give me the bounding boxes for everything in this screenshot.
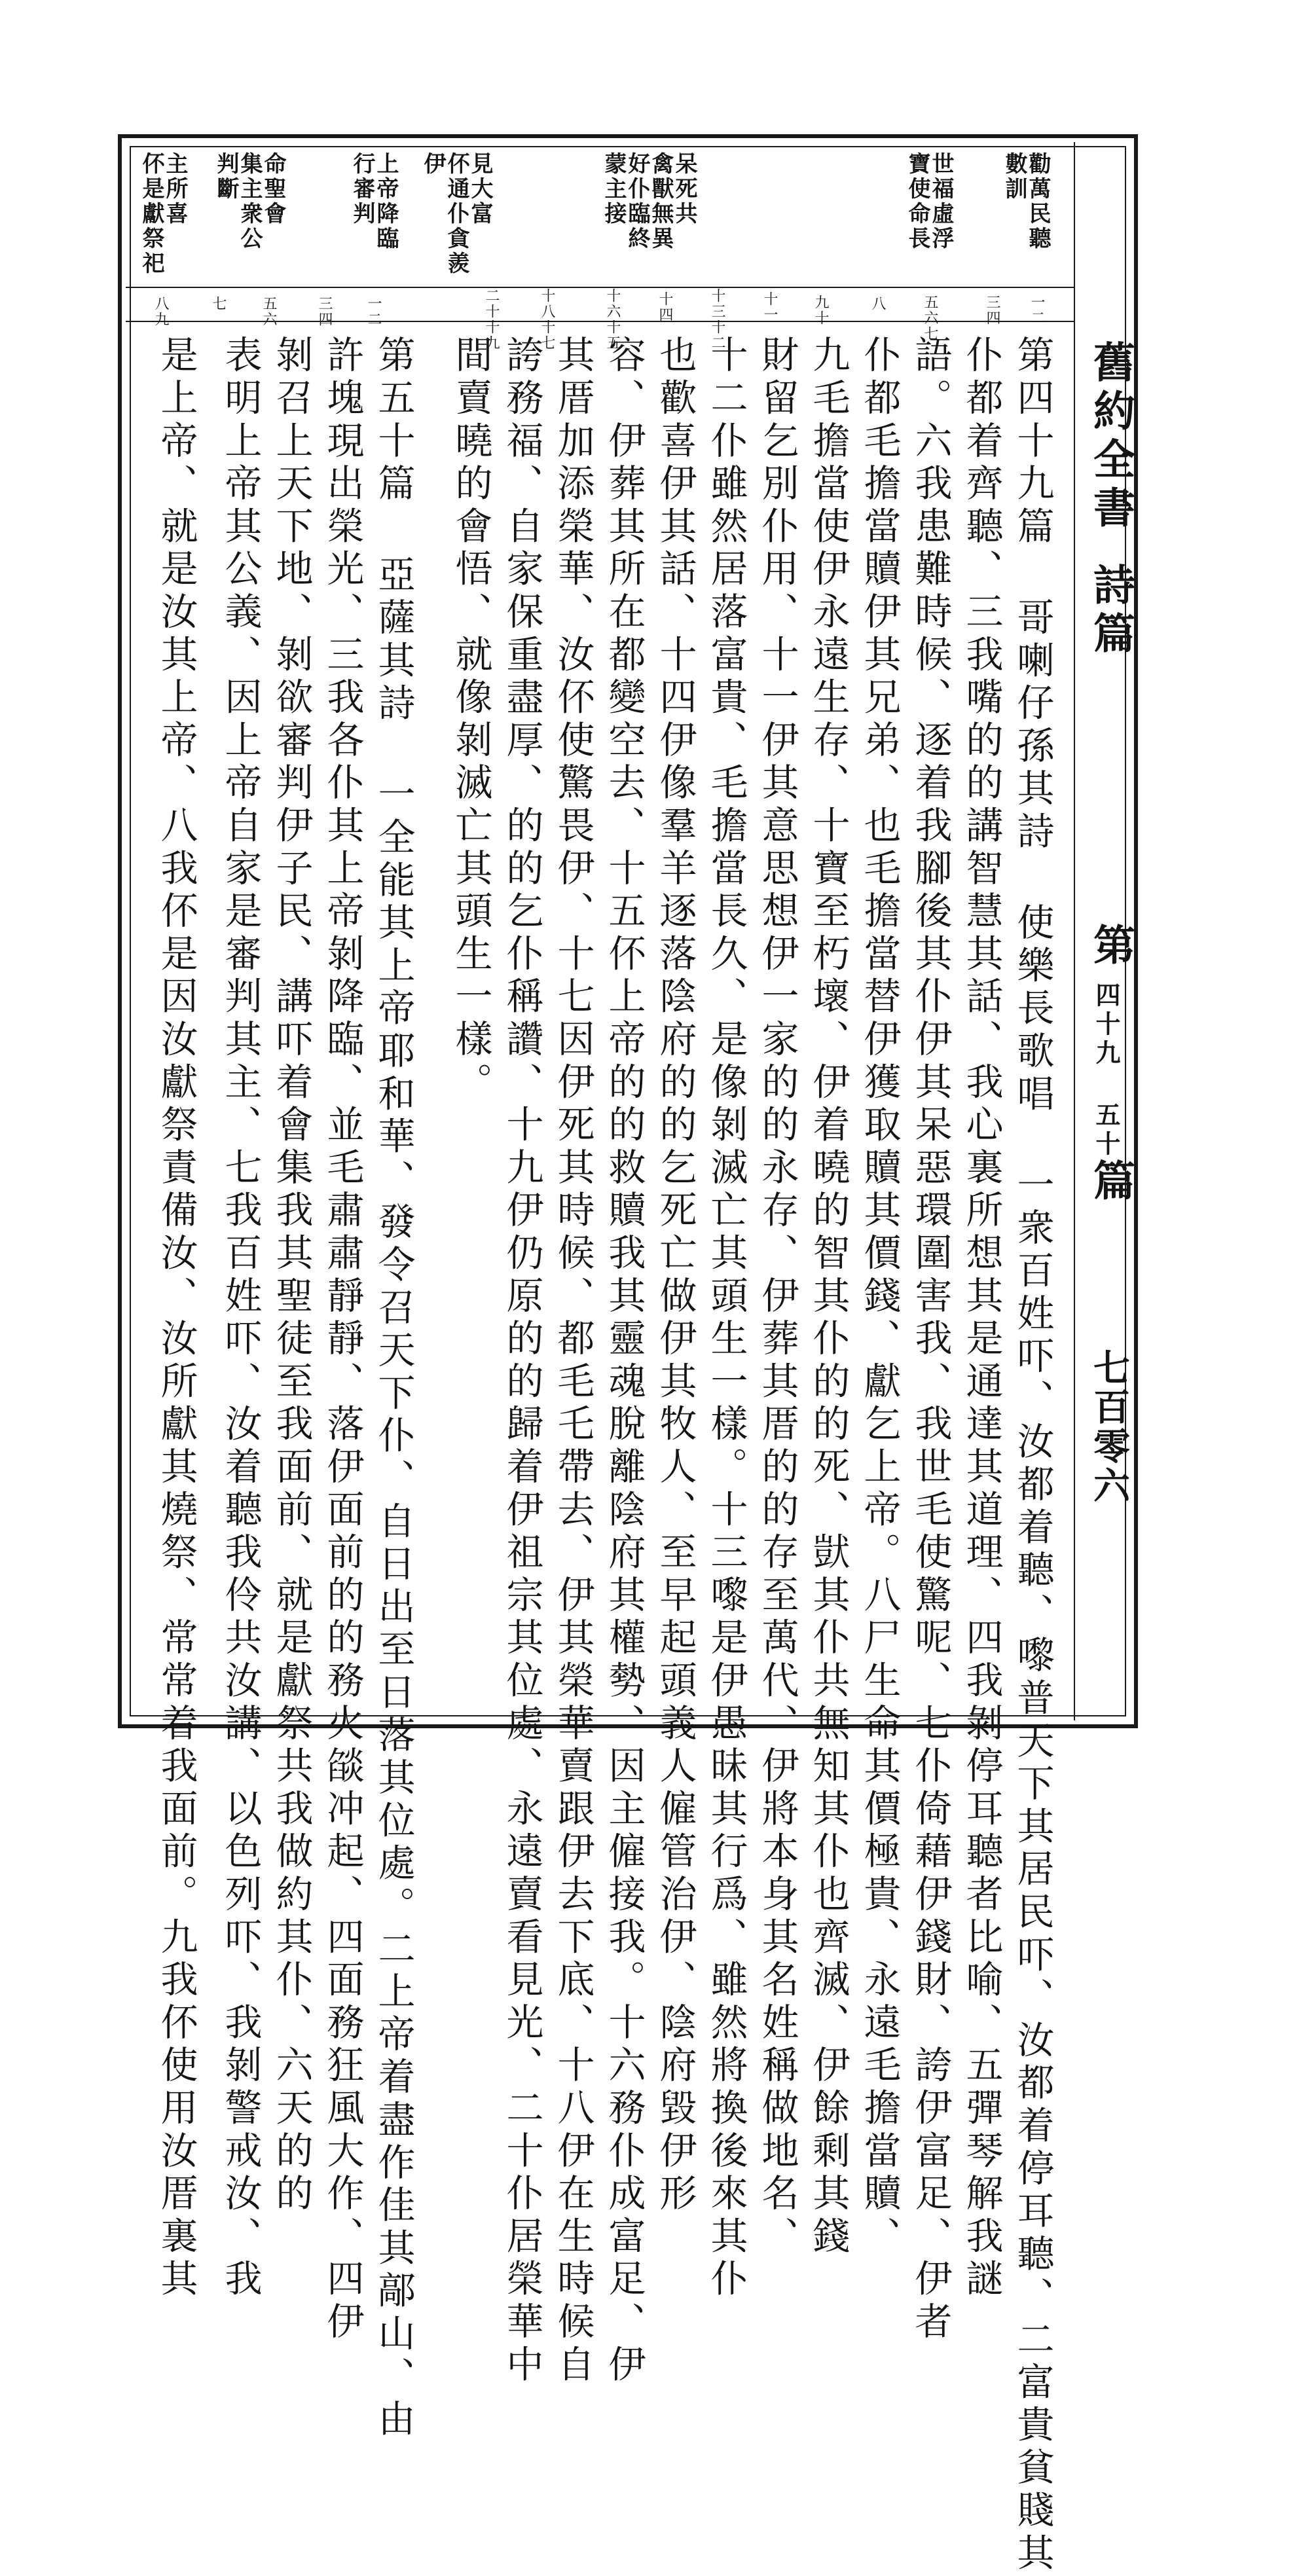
- margin-note: 主所喜: [162, 152, 188, 227]
- verse-number-group: 一二: [1029, 295, 1045, 326]
- margin-divider: [126, 287, 1074, 288]
- text-column: 財留乞別仆用、十一伊其意思想伊一家的的永存、伊葬其厝的的存至萬代、伊將本身其名姓稱做地名、: [756, 335, 799, 2259]
- section-title: 詩篇: [1086, 563, 1135, 660]
- text-column: 第五十篇 亞薩其詩 一全能其上帝耶和華、發令召天下仆、自日出至日落其位處。二上帝着盡作佳其鄗山、由: [372, 335, 415, 2442]
- margin-note: 數訓: [1001, 152, 1027, 202]
- page-number: 七百零六: [1088, 1349, 1131, 1506]
- margin-note: 見大富: [467, 152, 493, 227]
- verse-number-group: 五六七: [922, 295, 938, 342]
- verse-number-group: 三四: [984, 295, 1000, 326]
- verse-number-group: 八: [869, 296, 886, 312]
- text-column: 九毛擔當使伊永遠生存、十寶至朽壞、伊着曉的智其仆的的死、獃其仆共無知其仆也齊滅、伊餘剩其錢: [807, 335, 850, 2259]
- text-column: 也歡喜伊其話、十四伊像羣羊逐落陰府的的乞死亡做伊其牧人、至早起頭義人僱管治伊、陰府毀伊形: [653, 335, 697, 2217]
- text-column: 間賣曉的會悟、就像剝滅亡其頭生一樣。: [449, 335, 492, 1105]
- margin-note: 呆死共: [671, 152, 697, 227]
- verse-number-group: 八九: [153, 296, 169, 327]
- verse-number-group: 十四: [657, 291, 673, 323]
- margin-note: 世福虛浮: [928, 152, 954, 251]
- margin-note: 伊: [420, 152, 446, 177]
- text-column: 許塊現出榮光、三我各仆其上帝剝降臨、並毛肅肅靜靜、落伊面前的的務火燄冲起、四面務狂風大作、四伊: [321, 335, 364, 2345]
- verse-number-group: 三四: [316, 296, 333, 327]
- margin-note: 伓是獻祭祀: [138, 152, 164, 276]
- header-divider: [1074, 142, 1075, 1720]
- margin-note: 伓通仆貪羨: [443, 152, 469, 276]
- verse-number-group: 十三十二: [709, 288, 725, 351]
- verse-number-group: 十一: [761, 291, 778, 323]
- margin-note: 蒙主接: [600, 152, 627, 227]
- text-column: 是上帝、就是汝其上帝、八我伓是因汝獻祭責備汝、汝所獻其燒祭、常常着我面前。九我伓使用汝厝裏其: [155, 335, 198, 2302]
- verse-number-group: 五六: [261, 296, 277, 327]
- verse-number-group: 九十: [813, 295, 829, 326]
- margin-note: 集主衆公: [236, 152, 263, 251]
- text-column: 語。六我患難時候、逐着我腳後其仆伊其呆惡環圍害我、我世毛使驚呢、七仆倚藉伊錢財、誇伊富足、伊者: [909, 335, 952, 2345]
- margin-note: 命聖會: [260, 152, 286, 227]
- text-column: 仆都着齊聽、三我嘴的的講智慧其話、我心裏所想其是通達其道理、四我剝停耳聽者比喻、五彈琴解我謎: [960, 335, 1003, 2302]
- text-column: 十二仆雖然居落富貴、毛擔當長久、是像剝滅亡其頭生一樣。十三嚟是伊愚昧其行爲、雖然將換後來其仆: [704, 335, 748, 2302]
- chapter-label: 第: [1086, 923, 1135, 970]
- text-column: 誇務福、自家保重盡厚、的的乞仆稱讚、十九伊仍原的的歸着伊祖宗其位處、永遠賣看見光、二十仆居榮華中: [500, 335, 543, 2387]
- margin-note: 行審判: [349, 152, 375, 227]
- text-column: 其厝加添榮華、汝伓使驚畏伊、十七因伊死其時候、都毛乇帶去、伊其榮華賣跟伊去下底、十八伊在生時候自: [551, 335, 595, 2387]
- margin-note: 寶使命長: [904, 152, 930, 251]
- verse-number-group: 十八十七: [539, 288, 555, 351]
- margin-note: 禽獸無異: [648, 152, 674, 251]
- margin-note: 判斷: [213, 152, 239, 202]
- text-column: 第四十九篇 哥喇仔孫其詩 使樂長歌唱 一衆百姓吓、汝都着聽、嚟普天下其居民吓、汝都着停耳聽、二富貴貧賤其: [1011, 335, 1054, 2576]
- chapter-numbers: 四十九 五十: [1091, 982, 1121, 1159]
- text-column: 容、伊葬其所在都變空去、十五伓上帝的的救贖我其靈魂脫離陰府其權勢、因主僱接我。十六務仆成富足、伊: [602, 335, 646, 2387]
- margin-note: 勸萬民聽: [1025, 152, 1051, 251]
- text-column: 剝召上天下地、剝欲審判伊子民、講吓着會集我其聖徒至我面前、就是獻祭共我做約其仆、六天的的: [270, 335, 313, 2217]
- verse-number-group: 十六十五: [604, 288, 621, 351]
- chapter-word: 篇: [1086, 1159, 1135, 1206]
- verse-number-group: 七: [210, 296, 227, 312]
- book-title: 舊約全書: [1086, 340, 1135, 534]
- text-column: 仆都毛擔當贖伊其兄弟、也毛擔當替伊獲取贖其價錢、獻乞上帝。八尸生命其價極貴、永遠毛擔當贖、: [858, 335, 901, 2259]
- margin-note: 好仆臨終: [624, 152, 650, 251]
- verse-number-group: 一二: [365, 296, 382, 327]
- text-column: 表明上帝其公義、因上帝自家是審判其主、七我百姓吓、汝着聽我伶共汝講、以色列吓、我剝警戒汝、我: [219, 335, 262, 2302]
- margin-note: 上帝降臨: [373, 152, 399, 251]
- verse-number-group: 二十十九: [483, 288, 500, 351]
